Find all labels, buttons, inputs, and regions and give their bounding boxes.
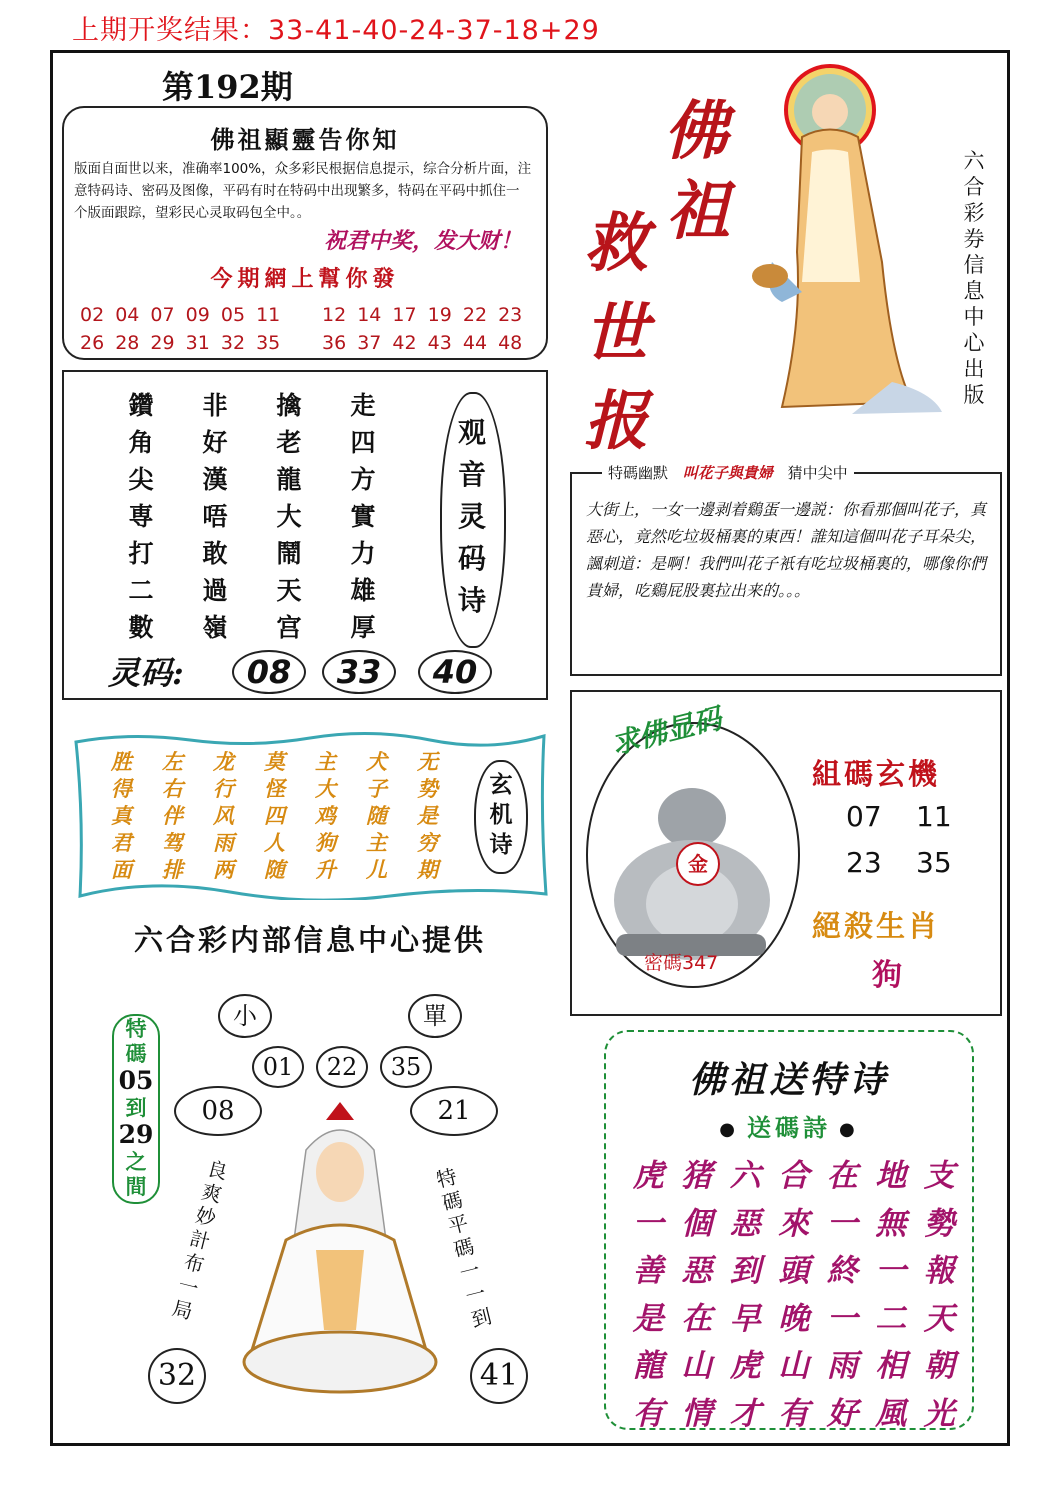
poem-char: 漢 <box>202 465 228 494</box>
poem-char: 大 <box>276 502 302 531</box>
poem-char: 終 <box>826 1253 858 1289</box>
poem-char: 驾 <box>162 830 183 855</box>
number-circle: 01 <box>252 1046 304 1088</box>
poem-char: 地 <box>875 1158 907 1194</box>
poem-char: 唔 <box>202 502 228 531</box>
poem-char: 是 <box>417 803 438 828</box>
poem-char: 主 <box>366 830 387 855</box>
poem-char: 朝 <box>923 1348 955 1384</box>
masthead-bao: 报 <box>584 384 648 459</box>
poem-char: 龍 <box>632 1348 664 1384</box>
numbers-row: 26 28 29 31 32 35 <box>80 332 281 354</box>
special-poem-box <box>604 1030 974 1430</box>
notice-title: 佛祖顯靈告你知 <box>210 125 400 154</box>
right-slogan: 特碼平碼一一到 <box>433 1164 495 1332</box>
poem-char: 惡 <box>729 1205 761 1242</box>
tema-char: 特 <box>125 1016 147 1041</box>
poem-char: 方 <box>350 465 376 494</box>
poem-char: 擒 <box>276 391 302 420</box>
today-numbers-title: 今期網上幫你發 <box>210 266 400 292</box>
poem-char: 宫 <box>276 613 302 642</box>
masthead-shi: 世 <box>584 296 648 371</box>
poem-char: 報 <box>923 1253 955 1289</box>
seated-guanyin-illustration <box>236 1100 442 1398</box>
poem-char: 善 <box>632 1253 664 1289</box>
poem-char: 天 <box>276 576 302 605</box>
poem-subtitle: ● 送碼詩 ● <box>606 1108 972 1143</box>
poem-char: 無 <box>875 1205 907 1242</box>
numbers-row: 12 14 17 19 22 23 <box>322 304 523 326</box>
lingma-number: 33 <box>322 650 396 694</box>
poem-char: 势 <box>417 776 438 801</box>
poem-char: 得 <box>111 776 132 801</box>
poem-char: 合 <box>778 1158 810 1194</box>
poem-char: 二 <box>875 1300 907 1337</box>
poem-char: 鑽 <box>128 391 154 420</box>
poem-char: 左 <box>162 749 183 774</box>
poem-char: 鸡 <box>315 803 336 828</box>
number-circle: 32 <box>148 1348 206 1404</box>
number-circle: 35 <box>380 1046 432 1088</box>
poem-char: 胜 <box>111 749 132 774</box>
masthead-fo: 佛 <box>664 94 728 169</box>
tema-char: 碼 <box>125 1041 147 1066</box>
poem-char: 犬 <box>366 749 387 774</box>
poem-char: 虎 <box>729 1348 761 1384</box>
notice-intro: 版面自面世以来，准确率100%，众多彩民根据信息提示，综合分析片面，注意特码诗、密码及图像，平码有时在特码中出现繁多，特码在平码中抓住一个版面跟踪，望彩民心灵取码包全中。。 <box>74 161 532 221</box>
poem-char: 山 <box>778 1348 810 1384</box>
poem-char: 面 <box>111 857 132 882</box>
poem-char: 雨 <box>826 1348 858 1384</box>
number-circle: 08 <box>174 1086 262 1136</box>
combo-number: 07 <box>846 800 882 833</box>
poem-char: 來 <box>778 1205 810 1242</box>
poem-char: 數 <box>128 613 154 642</box>
poem-char: 伴 <box>162 803 183 828</box>
left-slogan: 良爽妙計布一局 <box>169 1156 231 1324</box>
poem-char: 是 <box>632 1300 664 1337</box>
poem-char: 風 <box>875 1395 907 1432</box>
poem-char: 情 <box>681 1395 713 1432</box>
kill-zodiac-value: 狗 <box>872 958 902 993</box>
poem-char: 随 <box>264 857 285 882</box>
poem-char: 天 <box>923 1300 955 1337</box>
poem-char: 力 <box>350 539 376 568</box>
poem-char: 怪 <box>264 776 285 801</box>
poem-char: 猪 <box>681 1158 713 1194</box>
poem-char: 光 <box>923 1395 955 1432</box>
poem-char: 大 <box>315 776 336 801</box>
secret-code: 密碼347 <box>644 952 719 974</box>
poem-char: 支 <box>923 1158 955 1194</box>
poem-char: 虎 <box>632 1158 664 1194</box>
poem-char: 厚 <box>350 613 376 642</box>
poem-char: 惡 <box>681 1253 713 1289</box>
special-code-range <box>112 1014 160 1204</box>
poem-char: 實 <box>350 502 376 531</box>
guanyin-code-poem-box <box>62 370 548 700</box>
poem-char: 一 <box>632 1205 664 1242</box>
xuanji-label-oval <box>474 760 528 874</box>
poem-char: 一 <box>826 1300 858 1337</box>
publisher-vertical: 六合彩券信息中心出版 <box>963 149 985 407</box>
poem-char: 頭 <box>778 1253 810 1289</box>
story-header <box>602 462 854 483</box>
xuanji-label: 玄机诗 <box>489 771 513 858</box>
combo-number: 23 <box>846 846 882 879</box>
blessing-text: 祝君中奖，发大财！ <box>323 229 522 254</box>
lingma-number: 40 <box>418 650 492 694</box>
poem-char: 随 <box>366 803 387 828</box>
poem-char: 老 <box>276 428 302 457</box>
poem-char: 鬧 <box>276 539 302 568</box>
tema-char: 間 <box>125 1174 147 1199</box>
story-text: 大街上，一女一邊剥着鷄蛋一邊説：你看那個叫花子，真惡心，竟然吃垃圾桶裏的東西！誰知這個叫花子耳朵尖，諷刺道：是啊！我們叫花子衹有吃垃圾桶裏的，哪像你們貴婦，吃鷄屁股裏拉出来的。。。 <box>586 500 987 600</box>
tema-char: 之 <box>125 1149 147 1174</box>
poem-char: 相 <box>875 1348 907 1384</box>
combo-number: 35 <box>916 846 952 879</box>
poem-char: 两 <box>213 857 234 882</box>
poem-char: 右 <box>162 776 183 801</box>
poem-char: 雄 <box>350 576 376 605</box>
kill-zodiac-title: 絕殺生肖 <box>812 909 941 943</box>
small-badge: 小 <box>218 994 272 1038</box>
masthead-jiu: 救 <box>584 206 648 281</box>
story-header-left: 特碼幽默 <box>608 464 669 482</box>
poem-char: 排 <box>162 857 183 882</box>
tema-number: 29 <box>118 1120 154 1149</box>
poem-char: 期 <box>417 857 438 882</box>
poem-char: 才 <box>729 1395 761 1432</box>
poem-char: 尖 <box>128 465 154 494</box>
combo-code-title: 組碼玄機 <box>812 757 941 791</box>
poem-char: 有 <box>778 1395 810 1432</box>
buddha-code-title: 求佛显码 <box>608 701 725 762</box>
poem-char: 打 <box>128 539 154 568</box>
poem-char: 山 <box>681 1348 713 1384</box>
poem-char: 到 <box>729 1253 761 1289</box>
poem-char: 穷 <box>417 830 438 855</box>
tema-number: 05 <box>118 1066 154 1095</box>
poem-char: 儿 <box>366 857 387 882</box>
poem-char: 好 <box>826 1395 858 1432</box>
poem-char: 莫 <box>264 749 285 774</box>
poem-char: 勢 <box>923 1205 955 1242</box>
poem-char: 在 <box>681 1300 713 1337</box>
poem-char: 无 <box>417 749 438 774</box>
guanyin-poem-label: 观音灵码诗 <box>457 416 486 617</box>
poem-char: 角 <box>128 428 154 457</box>
poem-char: 専 <box>128 502 154 531</box>
poem-char: 一 <box>826 1205 858 1242</box>
notice-box <box>62 106 548 360</box>
poem-title: 佛祖送特诗 <box>688 1059 889 1101</box>
poem-char: 行 <box>213 776 234 801</box>
lingma-number: 08 <box>232 650 306 694</box>
number-circle: 22 <box>316 1046 368 1088</box>
poem-char: 四 <box>350 428 376 457</box>
poem-char: 龍 <box>276 465 302 494</box>
poem-char: 狗 <box>315 830 336 855</box>
poem-char: 好 <box>202 428 228 457</box>
odd-badge: 單 <box>408 994 462 1038</box>
standing-guanyin-illustration <box>742 62 952 422</box>
poem-char: 二 <box>128 576 154 605</box>
poem-char: 君 <box>111 830 132 855</box>
number-circle: 41 <box>470 1348 528 1404</box>
poem-grid <box>624 1150 964 1435</box>
story-title: 叫花子與貴婦 <box>682 464 773 482</box>
poem-char: 早 <box>729 1300 761 1337</box>
poem-char: 龙 <box>213 749 234 774</box>
poem-char: 风 <box>213 803 234 828</box>
guanyin-poem-label-oval <box>440 392 506 648</box>
combo-number: 11 <box>916 800 952 833</box>
masthead-zu: 祖 <box>666 174 730 249</box>
humor-story-box <box>570 464 1002 676</box>
gold-badge: 金 <box>676 842 720 886</box>
poem-char: 晚 <box>778 1300 810 1337</box>
poem-char: 六 <box>729 1158 761 1194</box>
poem-char: 個 <box>681 1205 713 1242</box>
poem-char: 在 <box>826 1158 858 1194</box>
poem-char: 一 <box>875 1253 907 1289</box>
poem-char: 走 <box>350 391 376 420</box>
provider-line: 六合彩内部信息中心提供 <box>133 923 486 957</box>
poem-char: 四 <box>264 803 285 828</box>
poem-char: 過 <box>202 576 228 605</box>
lingma-label: 灵码: <box>108 654 184 692</box>
guanyin-poem-grid <box>104 386 400 645</box>
poem-char: 主 <box>315 749 336 774</box>
poem-char: 真 <box>111 803 132 828</box>
poem-char: 升 <box>315 857 336 882</box>
numbers-row: 02 04 07 09 05 11 <box>80 304 281 326</box>
number-circle: 21 <box>410 1086 498 1136</box>
buddha-code-box <box>570 690 1002 1016</box>
poem-char: 人 <box>264 830 285 855</box>
issue-number: 第192期 <box>162 68 293 106</box>
tema-char: 到 <box>125 1095 147 1120</box>
poem-char: 子 <box>366 776 387 801</box>
poem-char: 非 <box>202 391 228 420</box>
poem-char: 嶺 <box>202 613 228 642</box>
xuanji-poem-grid <box>96 746 453 881</box>
story-header-right: 猜中尖中 <box>787 464 848 482</box>
poem-char: 有 <box>632 1395 664 1432</box>
poem-char: 雨 <box>213 830 234 855</box>
numbers-row: 36 37 42 43 44 48 <box>322 332 523 354</box>
last-draw-result: 上期开奖结果：33-41-40-24-37-18+29 <box>72 15 600 46</box>
poem-char: 敢 <box>202 539 228 568</box>
